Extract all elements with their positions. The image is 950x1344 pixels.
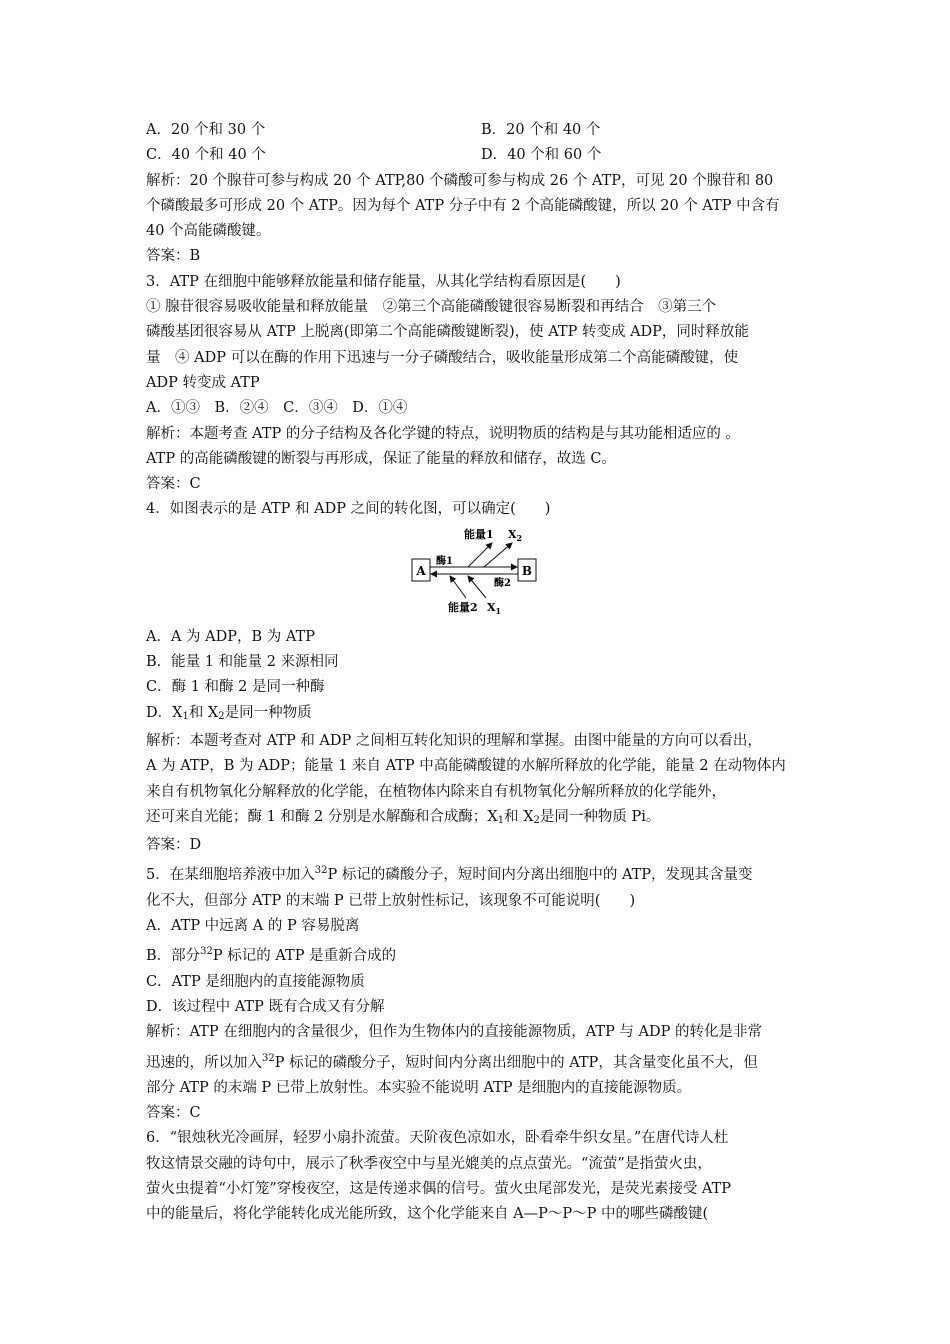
q5-option-d: D．该过程中 ATP 既有合成又有分解 — [146, 998, 385, 1015]
q4-analysis-line-2: A 为 ATP，B 为 ADP；能量 1 来自 ATP 中高能磷酸键的水解所释放的化学能，能量 2 在动物体内 — [146, 758, 786, 775]
q5-analysis-line-3: 部分 ATP 的末端 P 已带上放射性。本实验不能说明 ATP 是细胞内的直接能源物质。 — [146, 1079, 692, 1096]
document-page — [146, 118, 806, 1228]
q2-analysis-line-2: 个磷酸最多可形成 20 个 ATP。因为每个 ATP 分子中有 2 个高能磷酸键，所以 20 个 ATP 中含有 — [146, 197, 780, 214]
box-a-label: A — [416, 563, 426, 578]
box-b-label: B — [521, 563, 533, 578]
q6-stem-line-3: 萤火虫提着“小灯笼”穿梭夜空，这是传递求偶的信号。萤火虫尾部发光，是荧光素接受 ATP — [146, 1180, 732, 1197]
q3-stem: 3．ATP 在细胞中能够释放能量和储存能量，从其化学结构看原因是( ) — [146, 273, 621, 290]
q4-option-a: A．A 为 ADP，B 为 ATP — [146, 628, 315, 645]
q4-answer: 答案：D — [146, 837, 202, 854]
q4-option-b: B．能量 1 和能量 2 来源相同 — [146, 654, 339, 671]
q3-answer: 答案：C — [146, 476, 201, 493]
arrow-x1 — [468, 576, 486, 598]
q4-option-d: D．$X_1$和 $X_2$是同一种物质 — [146, 704, 312, 722]
q2-option-a: A．20 个和 30 个 — [146, 122, 266, 138]
q3-item-line-4: ADP 转变成 ATP — [146, 374, 260, 391]
energy2-label: 能量2 — [448, 600, 478, 614]
q4-analysis-line-4: 还可来自光能；酶 1 和酶 2 分别是水解酶和合成酶；$X_1$和 $X_2$是同一种物质 Pi。 — [146, 808, 661, 826]
q3-analysis-line-1: 解析：本题考查 ATP 的分子结构及各化学键的特点，说明物质的结构是与其功能相适应的 。 — [146, 425, 740, 442]
q4-analysis-line-3: 来自有机物氧化分解释放的化学能，在植物体内除来自有机物氧化分解所释放的化学能外， — [146, 783, 726, 800]
atp-adp-diagram-svg — [408, 525, 568, 617]
x2-label: $X_2$ — [508, 527, 523, 543]
q6-stem-line-1: 6．“银烛秋光冷画屏，轻罗小扇扑流萤。天阶夜色凉如水，卧看牵牛织女星。”在唐代诗人杜 — [146, 1130, 729, 1147]
q4-stem: 4．如图表示的是 ATP 和 ADP 之间的转化图，可以确定( ) — [146, 501, 551, 518]
q3-options: A．①③ B．②④ C．③④ D．①④ — [146, 400, 408, 417]
q2-answer: 答案：B — [146, 248, 201, 265]
q2-options-row-1 — [146, 118, 806, 143]
q3-item-line-3: 量 ④ ADP 可以在酶的作用下迅速与一分子磷酸结合，吸收能量形成第二个高能磷酸键，使 — [146, 349, 739, 366]
q5-option-c: C．ATP 是细胞内的直接能源物质 — [146, 973, 365, 990]
q5-stem-line-1: 5．在某细胞培养液中加入$^{32}$P 标记的磷酸分子，短时间内分离出细胞中的 ATP，发现其含量变 — [146, 865, 753, 884]
q4-analysis-line-1: 解析：本题考查对 ATP 和 ADP 之间相互转化知识的理解和掌握。由图中能量的方向可以看出， — [146, 732, 762, 749]
q5-analysis-line-2: 迅速的，所以加入$^{32}$P 标记的磷酸分子，短时间内分离出细胞中的 ATP，其含量变化虽不大，但 — [146, 1052, 758, 1071]
q3-item-line-1: ① 腺苷很容易吸收能量和释放能量 ②第三个高能磷酸键很容易断裂和再结合 ③第三个 — [146, 299, 717, 316]
q2-option-c: C．40 个和 40 个 — [146, 147, 266, 164]
q2-option-b: B．20 个和 40 个 — [481, 122, 601, 138]
q5-analysis-line-1: 解析：ATP 在细胞内的含量很少，但作为生物体内的直接能源物质，ATP 与 ADP 的转化是非常 — [146, 1024, 762, 1041]
q3-analysis-line-2: ATP 的高能磷酸键的断裂与再形成，保证了能量的释放和储存，故选 C。 — [146, 450, 616, 467]
q5-answer: 答案：C — [146, 1105, 201, 1122]
q5-stem-line-2: 化不大，但部分 ATP 的末端 P 已带上放射性标记，该现象不可能说明( ) — [146, 892, 636, 909]
q2-option-d: D．40 个和 60 个 — [481, 147, 602, 164]
q6-stem-line-2: 牧这情景交融的诗句中，展示了秋季夜空中与星光媲美的点点萤光。“流萤”是指萤火虫， — [146, 1155, 712, 1172]
q3-item-line-2: 磷酸基团很容易从 ATP 上脱离(即第二个高能磷酸键断裂)，使 ATP 转变成 ADP，同时释放能 — [146, 324, 749, 341]
atp-adp-diagram — [146, 525, 806, 617]
q6-stem-line-4: 中的能量后，将化学能转化成光能所致，这个化学能来自 A—P～P～P 中的哪些磷酸键( — [146, 1206, 709, 1223]
q5-option-a: A．ATP 中远离 A 的 P 容易脱离 — [146, 918, 360, 935]
q2-analysis-line-3: 40 个高能磷酸键。 — [146, 223, 271, 240]
x1-label: $X_1$ — [487, 600, 502, 616]
q2-analysis-line-1: 解析：20 个腺苷可参与构成 20 个 ATP,80 个磷酸可参与构成 26 个 ATP，可见 20 个腺苷和 80 — [146, 172, 774, 189]
energy1-label: 能量1 — [464, 527, 494, 541]
arrow-energy2 — [450, 576, 466, 598]
q4-option-c: C．酶 1 和酶 2 是同一种酶 — [146, 679, 325, 696]
enzyme2-label: 酶2 — [494, 577, 511, 589]
q2-options-row-2 — [146, 143, 806, 168]
q5-option-b: B．部分$^{32}$P 标记的 ATP 是重新合成的 — [146, 946, 397, 965]
enzyme1-label: 酶1 — [436, 555, 453, 567]
